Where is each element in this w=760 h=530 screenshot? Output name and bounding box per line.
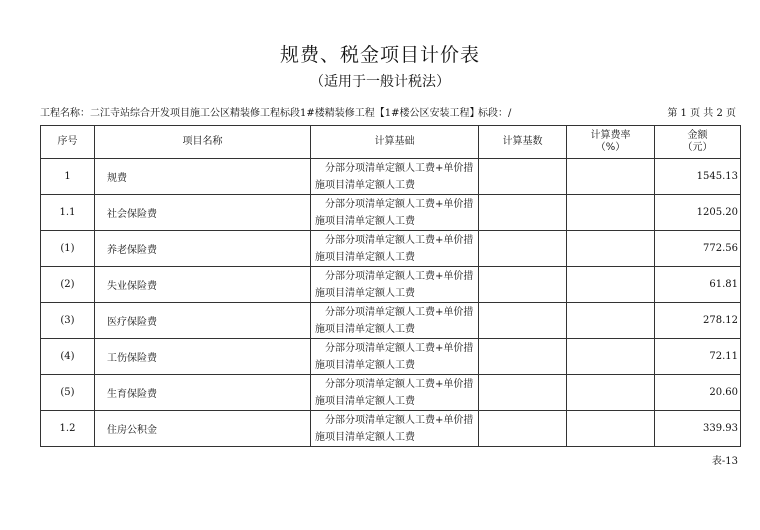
row-amount: 1545.13 [655, 159, 741, 195]
row-amount: 1205.20 [655, 195, 741, 231]
row-basis [311, 159, 479, 195]
page-title: 规费、税金项目计价表 [279, 44, 480, 66]
row-basis [311, 267, 479, 303]
row-basis [311, 303, 479, 339]
row-basis-text: 分部分项清单定额人工费+单价措施项目清单定额人工费 [315, 198, 474, 227]
table-row [41, 195, 741, 231]
row-base-amount [479, 159, 567, 195]
project-name: 工程名称：二江寺站综合开发项目施工公区精装修工程标段1#楼精装修工程【1#楼公区安装工程】 [40, 108, 480, 119]
row-rate [567, 267, 655, 303]
header-amount [655, 126, 741, 159]
table-row [41, 411, 741, 447]
row-amount: 772.56 [655, 231, 741, 267]
table-footer-code: 表-13 [711, 456, 738, 467]
row-name: 养老保险费 [95, 231, 311, 267]
page-subtitle: （适用于一般计税法） [310, 74, 450, 90]
row-amount: 72.11 [655, 339, 741, 375]
row-basis-text: 分部分项清单定额人工费+单价措施项目清单定额人工费 [315, 414, 474, 443]
row-rate [567, 411, 655, 447]
row-no: 1.1 [41, 195, 95, 231]
table-row [41, 159, 741, 195]
row-basis [311, 411, 479, 447]
row-basis-text: 分部分项清单定额人工费+单价措施项目清单定额人工费 [315, 378, 474, 407]
row-basis-text: 分部分项清单定额人工费+单价措施项目清单定额人工费 [315, 306, 474, 335]
row-amount: 278.12 [655, 303, 741, 339]
row-amount: 61.81 [655, 267, 741, 303]
table-row [41, 267, 741, 303]
table-row [41, 375, 741, 411]
row-base-amount [479, 231, 567, 267]
row-rate [567, 231, 655, 267]
row-name: 社会保险费 [95, 195, 311, 231]
table-header-row [41, 126, 741, 159]
fee-table [40, 125, 741, 447]
row-rate [567, 339, 655, 375]
row-basis-text: 分部分项清单定额人工费+单价措施项目清单定额人工费 [315, 234, 474, 263]
row-amount: 339.93 [655, 411, 741, 447]
page-number: 第 1 页 共 2 页 [667, 108, 736, 119]
row-no: (1) [41, 231, 95, 267]
row-basis [311, 339, 479, 375]
row-name: 规费 [95, 159, 311, 195]
header-amount-line1: 金额 [687, 130, 708, 141]
row-no: (4) [41, 339, 95, 375]
table-row [41, 339, 741, 375]
row-basis-text: 分部分项清单定额人工费+单价措施项目清单定额人工费 [315, 162, 474, 191]
row-name: 生育保险费 [95, 375, 311, 411]
row-basis [311, 195, 479, 231]
row-base-amount [479, 267, 567, 303]
row-amount: 20.60 [655, 375, 741, 411]
row-base-amount [479, 195, 567, 231]
header-no: 序号 [41, 126, 95, 159]
row-rate [567, 159, 655, 195]
row-base-amount [479, 303, 567, 339]
row-base-amount [479, 375, 567, 411]
row-no: (2) [41, 267, 95, 303]
row-no: (5) [41, 375, 95, 411]
header-rate-line2: （%） [595, 142, 626, 153]
row-basis [311, 375, 479, 411]
header-rate [567, 126, 655, 159]
header-rate-line1: 计算费率 [590, 130, 631, 141]
row-name: 工伤保险费 [95, 339, 311, 375]
header-name: 项目名称 [95, 126, 311, 159]
row-base-amount [479, 411, 567, 447]
row-rate [567, 195, 655, 231]
section-label: 标段：/ [478, 108, 512, 119]
row-no: 1 [41, 159, 95, 195]
header-base-amount: 计算基数 [479, 126, 567, 159]
row-name: 住房公积金 [95, 411, 311, 447]
row-no: (3) [41, 303, 95, 339]
row-name: 医疗保险费 [95, 303, 311, 339]
row-rate [567, 303, 655, 339]
row-rate [567, 375, 655, 411]
row-no: 1.2 [41, 411, 95, 447]
row-basis-text: 分部分项清单定额人工费+单价措施项目清单定额人工费 [315, 342, 474, 371]
header-basis: 计算基础 [311, 126, 479, 159]
row-name: 失业保险费 [95, 267, 311, 303]
header-amount-line2: （元） [682, 142, 713, 153]
row-basis [311, 231, 479, 267]
row-base-amount [479, 339, 567, 375]
table-row [41, 231, 741, 267]
table-row [41, 303, 741, 339]
row-basis-text: 分部分项清单定额人工费+单价措施项目清单定额人工费 [315, 270, 474, 299]
